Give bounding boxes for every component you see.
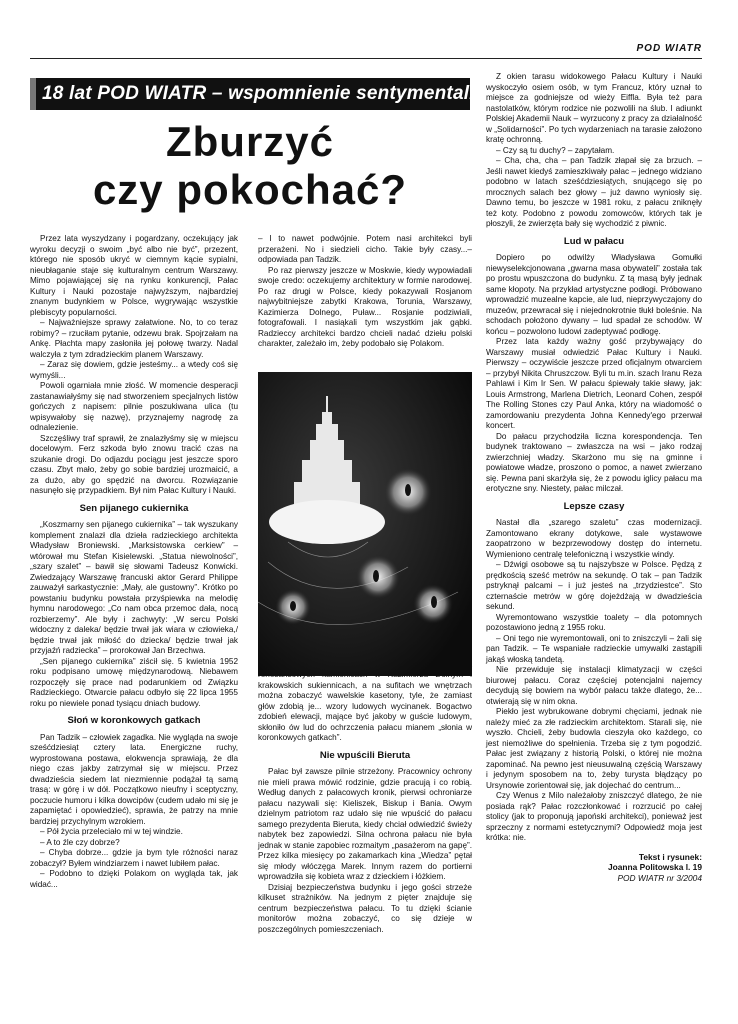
paragraph: „Sen pijanego cukiernika” ziścił się. 5 kwietnia 1952 roku podpisano umowę międzynarodową. Niebawem rozpoczęły się prace nad podarunkiem od Związku Radzieckiego. Otwarcie pałacu odbyło się 22 lipca 1955 roku po niewiele ponad tysiącu dniach budowy. [30,656,238,708]
signature-issue: POD WIATR nr 3/2004 [617,872,702,883]
paragraph: Dopiero po odwilży Władysława Gomułki niewyselekcjonowana „gwarna masa obywateli” została tak po prostu wpuszczona do budynku. Z tą masą były jednak same kłopoty. Na przykład artystyczne podłogi. Próbowano wprowadzić muzealne kapcie, ale lud, nieprzywyczajony do muzeów, przewracał się i niejednokrotnie tłukł boleśnie. Na schodach położono dywany – lud spadał ze schodów. W końcu – pozwolono ludowi zadeptywać podłogę. [486,253,702,336]
palace-illustration [258,372,472,676]
section-name: POD WIATR [636,43,702,54]
paragraph: Czy Wenus z Milo należałoby zniszczyć dlatego, że nie posiada rąk? Pałac rozczłonkować i rozrzucić po całej stolicy (jak to proponują japoński architekci), ponieważ jest sprzeczny z normami estetycznymi? Odpowiedź moja jest krótka: nie. [486,791,702,842]
paragraph: – Dźwigi osobowe są tu najszybsze w Polsce. Pędzą z prędkością sześć metrów na sekundę. O tak – pan Tadzik pstryknął palcami – i już jesteś na „trzydziestce”. Sto czternaście metrów w górę dojeżdżają w dwadzieścia sekund. [486,560,702,611]
palace-drawing [258,372,472,676]
paragraph: – Podobno to dzięki Polakom on wygląda tak, jak widać... [30,869,238,889]
subheading: Sen pijanego cukiernika [79,502,189,514]
paragraph: – Najważniejsze sprawy załatwione. No, to co teraz robimy? – rzuciłam pytanie, odzewu brak. Spojrzałam na Ankę. Płachta mapy zasłoniła jej połowę twarzy. Nadal walczyła z tym zdradzieckim planem Warszawy. [30,318,238,359]
subheading: Nie wpuścili Bieruta [319,749,411,761]
paragraph: Dzisiaj bezpieczeństwa budynku i jego gości strzeże kilkuset strażników. Na jednym z pięter znajduje się centrum bezpieczeństwa pałacu. To tu dzięki ścianie monitorów można zobaczyć, co się dzieje w poszczególnych pomieszczeniach. [258,882,472,934]
article-title [30,118,470,214]
signature-line: Tekst i rysunek: [638,851,702,862]
paragraph: – Oni tego nie wyremontowali, oni to zniszczyli – żali się pan Tadzik. – Te wspaniałe radzieckie umywalki zastąpili jakąś włoską tandetą. [486,633,702,664]
paragraph: Powoli ogarniała mnie złość. W momencie desperacji zastanawiałyśmy się nad stworzeniem specjalnych listów gończych z napisem: pilnie poszukiwana ulica (tu wpisywałoby się nazwę), przyznajemy nagrodę za odnalezienie. [30,381,238,432]
column-3 [486,72,702,883]
subheading: Słoń w koronkowych gatkach [67,715,201,726]
paragraph: – Zaraz się dowiem, gdzie jesteśmy... a wtedy coś się wymyśli... [30,360,238,380]
paragraph: Szczęśliwy traf sprawił, że znalazłyśmy się w miejscu docelowym. Ferz szkoda było znowu tracić czas na szukanie drogi. Do odjazdu pociągu jest jeszcze sporo czasu. Zbyt mało, żeby go sobie bardziej urozmaicić, a za dużo, aby go spędzić na dworcu. Rozwiązanie nasunęło się przypadkiem. Był nim Pałac Kultury i Nauki. [30,433,238,495]
paragraph: – Chyba dobrze... gdzie ja bym tyle różności naraz zobaczył? Byłem windziarzem i nawet lubiłem pałac. [30,848,238,868]
paragraph: Nastał dla „szarego szaletu” czas modernizacji. Zamontowano ekrany dotykowe, sale wystawowe zaopatrzono w bezprzewodowy dostęp do internetu. Wymieniono centralę telefoniczną i wszystkie windy. [486,518,702,559]
title-line-2: czy pokochać? [92,166,408,213]
subheading: Lepsze czasy [563,500,625,512]
banner-text: 18 lat POD WIATR – wspomnienie sentymentalne [42,83,492,104]
paragraph: Po raz pierwszy jeszcze w Moskwie, kiedy wypowiadali swoje credo: oczekujemy architektury w formie narodowej. Po raz drugi w Polsce, kiedy pokazywali Rosjanom najwybitniejsze zabytki Krakowa, Torunia, Warszawy, Kazimierza Dolnego, Puław... Rosjanie podziwiali, fotografowali. I nasiąkali tym wszystkim jak gąbki. Radzieccy architekci bardzo chcieli nadać dziełu polski charakter, zależało im, żeby podobało się Polakom. [258,265,472,348]
paragraph: – A to źle czy dobrze? [40,837,120,847]
paragraph: Nie przewiduje się instalacji klimatyzacji w części biurowej pałacu. Coraz częściej potencjalni najemcy decydują się bowiem na wybór pałacu także dlatego, że... otwierają się w nim okna. [486,665,702,706]
paragraph: – I to nawet podwójnie. Potem nasi architekci byli przerażeni. No i siedzieli cicho. Takie były czasy...– odpowiada pan Tadzik. [258,234,472,264]
signature-author: Joanna Politowska l. 19 [607,862,702,872]
paragraph: – Pół życia przeleciało mi w tej windzie. [40,827,183,836]
paragraph: Wyremontowano wszystkie toalety – dla potomnych pozostawiono jedną z 1955 roku. [486,612,702,632]
paragraph: Przez lata wyszydzany i pogardzany, oczekujący jak wyroku decyzji o swoim „być albo nie być”, przezent, którego nie sposób ukryć w ciemnym kącie sypialni, nieubłaganie staje się kulturalnym centrum Warszawy. Mimo pojawiającej się na rynku konkurencji, Pałac Kultury i Nauki pozostaje najwyższym, najbardziej znanym budynkiem w Polsce, wygrywając wszystkie plebiscyty popularności. [30,234,238,317]
paragraph: Pałac był zawsze pilnie strzeżony. Pracownicy ochrony nie mieli prawa mówić rodzinie, gdzie pracują i co robią. Według danych z pałacowych kronik, pierwsi ochroniarze pałacu nazywali się: Kieliszek, Biskup i Bania. Owym dzielnym patriotom raz udało się nie wpuścić do pałacu samego prezydenta Bieruta, kiedy chciał odwiedzić świeży nabytek bez zapowiedzi. Silna ochrona pałacu nie była jednak w stanie zapobiec rozmaitym „pasażerom na gapę”. Przez kilka miesięcy po zakamarkach kina „Wiedza” pętał się młody włóczęga Marek. Innym razem do portierni wprowadziła się kobieta wraz z dzieckiem i łóżkiem. [258,767,472,881]
paragraph: krakowskich sukiennicach, a na sufitach we wnętrzach można zobaczyć wawelskie kasetony, tyle, że zamiast głów zdobią je... wzory ludowych wycinanek. Bogactwo zdobień elewacji, mające być jakoby w guście ludowym, skłoniło ów lud do ochrzczenia pałacu mianem „słonia w koronkowych gatkach”. [258,680,472,742]
title-line-1: Zburzyć [165,118,335,165]
paragraph: Piekło jest wybrukowane dobrymi chęciami, jednak nie należy mieć za złe radzieckim architektom. Starali się, nie wyszło. Chcieli, żeby budowla cieszyła oko każdego, co jest niemożliwe do spełnienia. Trzeba się z tym pogodzić. Pałac jest związany z historią Polski, o której nie można zapominać. Na pewno jest nieusuwalną częścią Warszawy i jedynym sposobem na to, żeby turysta błądzący po Ursynowie zorientował się, jak dojechać do centrum... [486,707,702,790]
column-1 [30,234,238,890]
paragraph: Pan Tadzik – człowiek zagadka. Nie wygląda na swoje sześćdziesiąt cztery lata. Energiczne ruchy, wyprostowana postawa, elokwencja sprawiają, że dla niego czas jakby zatrzymał się w miejscu. Przez dwadzieścia siedem lat niezmiennie podążał tą samą trasą: w górę i w dół. Początkowo nieufny i sceptyczny, poczucie humoru i kilka dowcipów (cudem udało mi się je zapamiętać i opowiedzieć), sprawia, że patrzy na mnie bardziej przychylnym wzrokiem. [30,732,238,826]
subheading: Lud w pałacu [563,235,625,247]
paragraph: – Czy są tu duchy? – zapytałam. [496,145,615,155]
author-signature [486,852,702,884]
paragraph: Z okien tarasu widokowego Pałacu Kultury i Nauki wyskoczyło osiem osób, w tym Francuz, który uznał to miejsce za godniejsze od wieży Eiffla. Była też para nastolatków, którym rodzice nie pozwolili na ślub. I adiunkt Polskiej Akademii Nauk – wyrzucony z pracy za działalność w „Solidarności”. Po tych wydarzeniach na tarasie założono kratę ochronną. [486,72,702,144]
page-header [30,44,702,59]
article-banner [30,78,492,110]
paragraph: Do pałacu przychodziła liczna korespondencja. Ten budynek traktowano – zwłaszcza na wsi – jako rodzaj zwierzchniej władzy. Skarżono mu się na gminne i powiatowe władze, proszono o pomoc, a nawet zwierzano się. Pewna pani skarżyła się, że z powodu iglicy pałacu ma erotyczne sny. Niestety, pałac milczał. [486,431,702,493]
paragraph: „Koszmarny sen pijanego cukiernika” – tak wyszukany komplement znalazł dla dzieła radzieckiego architekta Władysław Broniewski. „Marksistowska cerkiew” – wtórował mu Stefan Kisielewski. „Statua niewolności”, „szary szalet” – bawił się słowami Tadeusz Konwicki. Zwiedzający Warszawę francuski aktor Gerard Philippe zauważył sarkastycznie: „Mały, ale gustowny”. Krótko po powstaniu budynku powstała przyśpiewka na melodię hymnu narodowego: „Co nam obca przemoc dała, nocą rozbierzemy”. Ale były i zachwyty: „W sercu Polski widoczny z daleka/ będzie trwał jak wiara w człowieka,/ będzie trwał jak miłość do dziecka/ będzie trwał jak przyjaźń radziecka” – prorokował Jan Brzechwa. [30,520,238,655]
paragraph: – Cha, cha, cha – pan Tadzik złapał się za brzuch. – Jeśli nawet kiedyś zamieszkiwały pałac – jednego widziano podobno w latach sześćdziesiątych, snującego się po mrocznych salach bez głowy – już dawno wyniosły się. Dawno temu, bo jeszcze w 1981 roku, z pałacu zniknęły też koty. Podobno z powodu zomowców, których tak je płoszyli, że zwierzęta bały się wychodzić z piwnic. [486,156,702,228]
paragraph: Przez lata każdy ważny gość przybywający do Warszawy musiał odwiedzić Pałac Kultury i Nauki. Pierwszy – oczywiście jeszcze przed oficjalnym otwarciem – przybył Nikita Chruszczow. Byli tu m.in. szach Iranu Reza Pahlawi i Kim Ir Sen. W pałacu śpiewały takie sławy, jak: Louis Armstrong, Marlena Dietrich, Leonard Cohen, zespół The Rolling Stones czy Paul Anka, który na wiadomość o zamordowaniu prezydenta Johna Kennedy'ego przerwał koncert. [486,337,702,430]
